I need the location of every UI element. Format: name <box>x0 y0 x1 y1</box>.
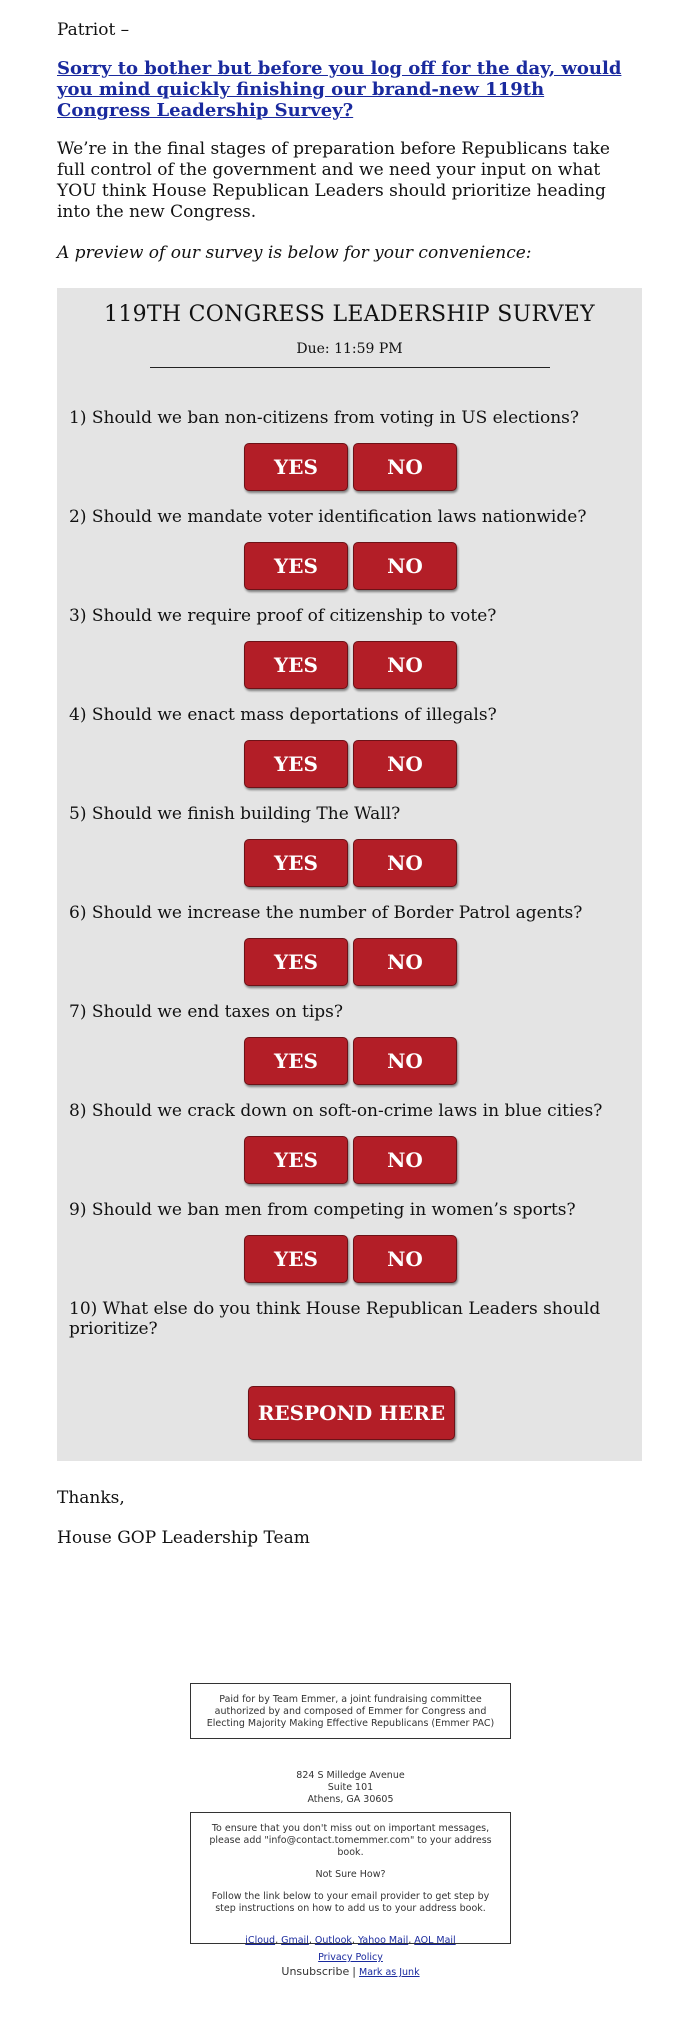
email-body <box>57 20 643 275</box>
signature: House GOP Leadership Team <box>57 1528 310 1548</box>
preview-note: A preview of our survey is below for your convenience: <box>57 243 532 263</box>
follow-text: Follow the link below to your email provider to get step by step instructions on how to add us to your address book. <box>211 1891 490 1914</box>
question-8: 8) Should we crack down on soft-on-crime laws in blue cities? <box>69 1101 603 1121</box>
survey-headline-link[interactable]: Sorry to bother but before you log off for the day, would you mind quickly finishing our brand-new 119th Congress Leadership Survey? <box>57 58 622 121</box>
answer-buttons-2 <box>244 542 457 590</box>
provider-link-yahoo[interactable]: Yahoo Mail <box>357 1935 409 1946</box>
question-6: 6) Should we increase the number of Border Patrol agents? <box>69 903 583 923</box>
answer-buttons-4 <box>244 740 457 788</box>
intro-paragraph: We’re in the final stages of preparation before Republicans take full control of the government and we need your input on what YOU think House Republican Leaders should prioritize heading into the new Congress. <box>57 139 610 222</box>
question-7: 7) Should we end taxes on tips? <box>69 1002 343 1022</box>
yes-button[interactable]: YES <box>244 641 348 689</box>
answer-buttons-6 <box>244 938 457 986</box>
question-9: 9) Should we ban men from competing in women’s sports? <box>69 1200 576 1220</box>
no-button[interactable]: NO <box>353 1136 457 1184</box>
question-4: 4) Should we enact mass deportations of illegals? <box>69 705 497 725</box>
unsubscribe-link[interactable]: Unsubscribe <box>281 1965 350 1978</box>
address-book-box <box>190 1812 511 1944</box>
safelist-text: To ensure that you don't miss out on important messages, please add "info@contact.tomemmer.com" to your address book. <box>209 1823 492 1858</box>
greeting: Patriot – <box>57 20 130 40</box>
yes-button[interactable]: YES <box>244 740 348 788</box>
privacy-row <box>190 1952 511 1963</box>
yes-button[interactable]: YES <box>244 839 348 887</box>
answer-buttons-8 <box>244 1136 457 1184</box>
yes-button[interactable]: YES <box>244 1235 348 1283</box>
mark-as-junk-link[interactable]: Mark as Junk <box>359 1967 420 1978</box>
question-3: 3) Should we require proof of citizenship to vote? <box>69 606 497 626</box>
paid-for-disclaimer <box>190 1683 511 1739</box>
thanks-line: Thanks, <box>57 1488 125 1508</box>
not-sure-text: Not Sure How? <box>315 1869 386 1880</box>
no-button[interactable]: NO <box>353 542 457 590</box>
answer-buttons-3 <box>244 641 457 689</box>
yes-button[interactable]: YES <box>244 938 348 986</box>
provider-link-gmail[interactable]: Gmail <box>281 1935 309 1946</box>
no-button[interactable]: NO <box>353 641 457 689</box>
paid-for-text: Paid for by Team Emmer, a joint fundraising committee authorized by and composed of Emmer for Congress and Electing Majority Making Effective Republicans (Emmer PAC) <box>206 1694 495 1729</box>
no-button[interactable]: NO <box>353 443 457 491</box>
yes-button[interactable]: YES <box>244 1136 348 1184</box>
address-line-3: Athens, GA 30605 <box>307 1794 394 1805</box>
privacy-policy-link[interactable]: Privacy Policy <box>318 1952 383 1963</box>
no-button[interactable]: NO <box>353 1037 457 1085</box>
provider-link-aol[interactable]: AOL Mail <box>414 1935 456 1946</box>
question-10: 10) What else do you think House Republican Leaders should prioritize? <box>69 1299 601 1339</box>
answer-buttons-9 <box>244 1235 457 1283</box>
separator: | <box>352 1965 356 1978</box>
mailing-address <box>190 1770 511 1806</box>
address-line-1: 824 S Milledge Avenue <box>296 1770 405 1781</box>
yes-button[interactable]: YES <box>244 1037 348 1085</box>
provider-link-outlook[interactable]: Outlook <box>314 1935 352 1946</box>
address-line-2: Suite 101 <box>327 1782 374 1793</box>
survey-title: 119TH CONGRESS LEADERSHIP SURVEY <box>104 302 595 327</box>
divider <box>150 367 550 368</box>
unsubscribe-row <box>190 1965 511 1978</box>
yes-button[interactable]: YES <box>244 443 348 491</box>
survey-panel <box>57 288 642 1461</box>
respond-here-button[interactable]: RESPOND HERE <box>248 1386 455 1440</box>
answer-buttons-1 <box>244 443 457 491</box>
answer-buttons-5 <box>244 839 457 887</box>
no-button[interactable]: NO <box>353 938 457 986</box>
yes-button[interactable]: YES <box>244 542 348 590</box>
survey-due: Due: 11:59 PM <box>296 341 403 357</box>
no-button[interactable]: NO <box>353 839 457 887</box>
no-button[interactable]: NO <box>353 740 457 788</box>
question-2: 2) Should we mandate voter identification laws nationwide? <box>69 507 587 527</box>
no-button[interactable]: NO <box>353 1235 457 1283</box>
question-5: 5) Should we finish building The Wall? <box>69 804 401 824</box>
provider-links: iCloud, Gmail, Outlook, Yahoo Mail, AOL Mail <box>245 1935 456 1946</box>
question-1: 1) Should we ban non-citizens from voting in US elections? <box>69 408 579 428</box>
provider-link-icloud[interactable]: iCloud <box>245 1935 276 1946</box>
answer-buttons-7 <box>244 1037 457 1085</box>
